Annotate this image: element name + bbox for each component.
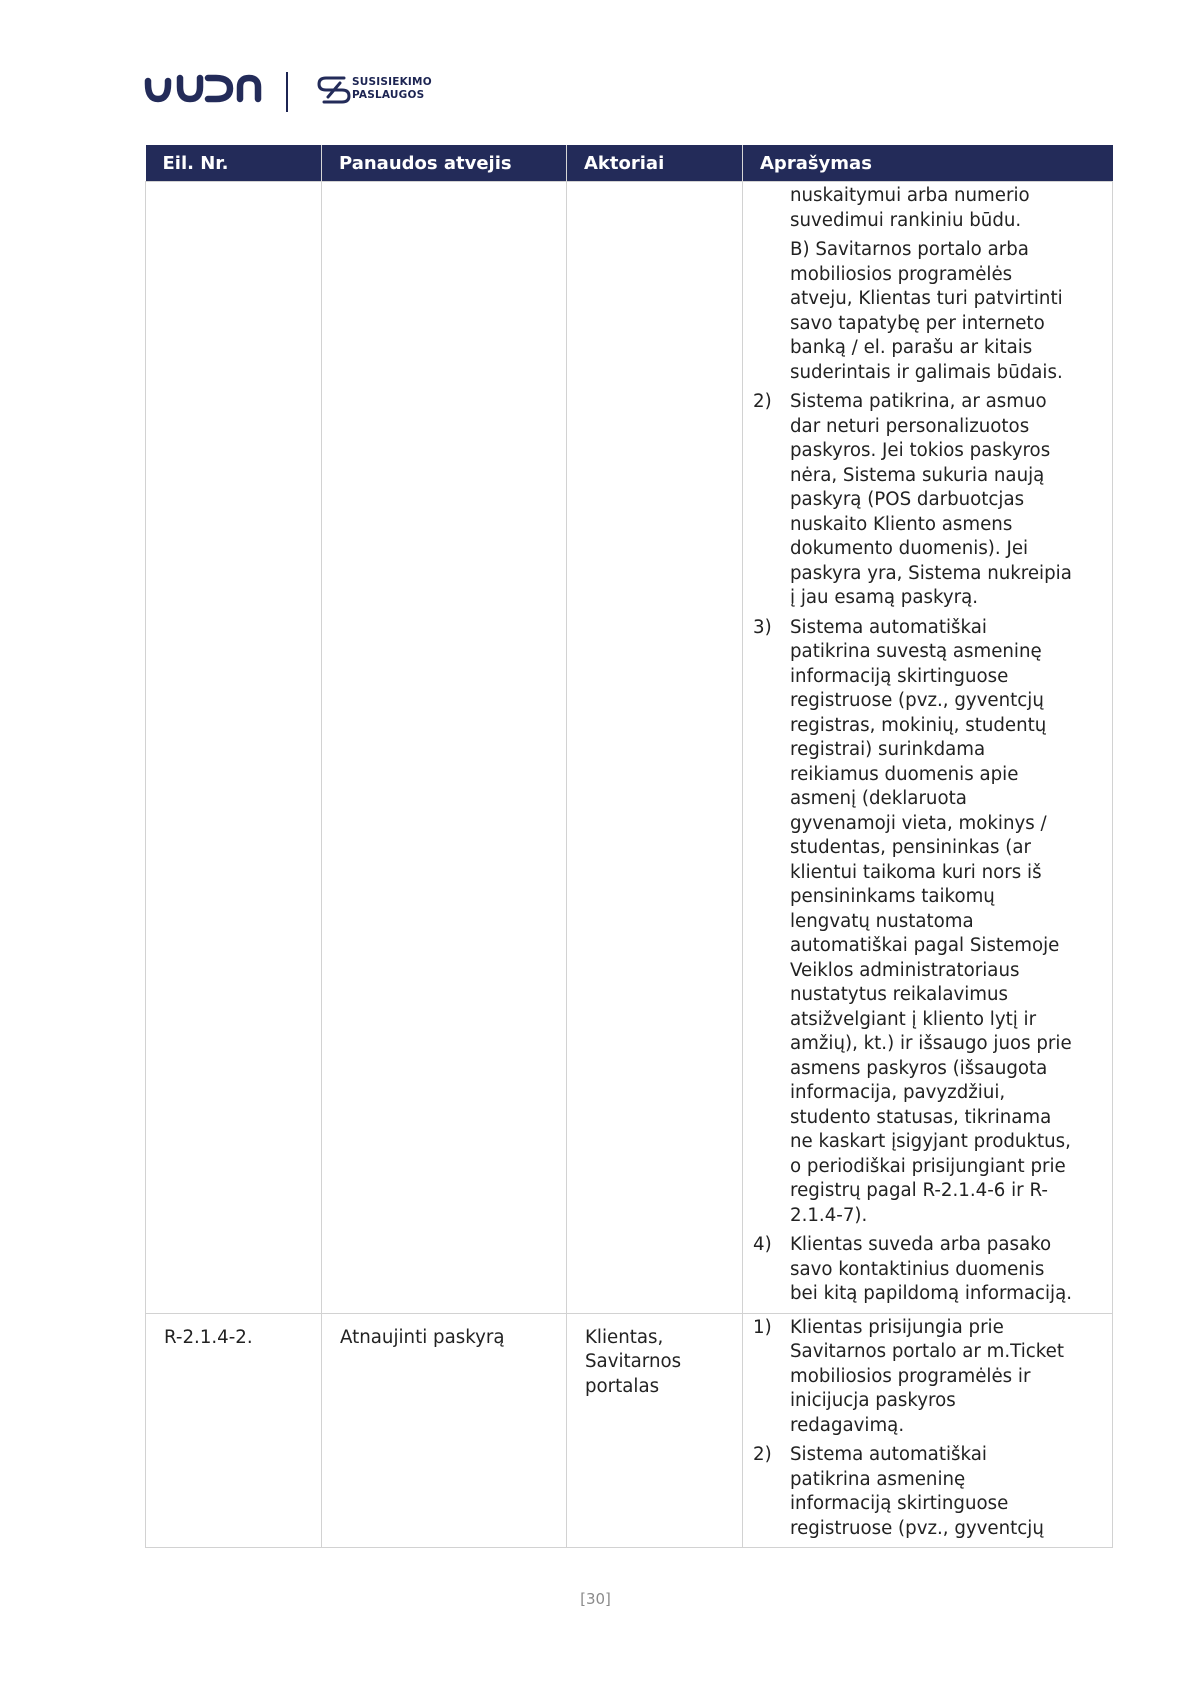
text-line: informaciją skirtinguose bbox=[790, 665, 1009, 687]
text-line: B) Savitarnos portalo arba bbox=[790, 239, 1029, 260]
item-text bbox=[790, 616, 1106, 1229]
text-line: asmenį (deklaruota bbox=[790, 788, 967, 809]
text-line: Savitarnos portalo ar m.Ticket bbox=[790, 1341, 1064, 1362]
row2-id-cell: R-2.1.4-2. bbox=[146, 1313, 322, 1548]
page-header bbox=[144, 64, 564, 112]
text-line: o periodiškai prisijungiant prie bbox=[790, 1155, 1066, 1177]
text-line: pensininkams taikomų bbox=[790, 886, 995, 907]
description-item bbox=[753, 1443, 1106, 1541]
description-item bbox=[753, 1316, 1106, 1439]
text-line: savo kontaktinius duomenis bbox=[790, 1258, 1045, 1280]
text-line: nuskaitymui arba numerio bbox=[790, 185, 1030, 206]
table-header-row bbox=[146, 145, 1113, 182]
text-line: bei kitą papildomą informaciją. bbox=[790, 1283, 1073, 1304]
text-line: suvedimui rankiniu būdu. bbox=[790, 209, 1022, 231]
actor-line: portalas bbox=[585, 1375, 660, 1397]
text-line: savo tapatybę per interneto bbox=[790, 312, 1045, 334]
text-line: studento statusas, tikrinama bbox=[790, 1106, 1052, 1128]
actor-line: Klientas, bbox=[585, 1326, 664, 1348]
text-line: informacija, pavyzdžiui, bbox=[790, 1082, 1006, 1103]
text-line: patikrina suvestą asmeninę bbox=[790, 641, 1042, 662]
column-header-aprasymas: Aprašymas bbox=[743, 145, 1113, 182]
text-line: ne kaskart įsigyjant produktus, bbox=[790, 1131, 1071, 1152]
row1-id-cell bbox=[146, 182, 322, 1314]
use-case-table bbox=[145, 145, 1113, 1548]
description-item bbox=[753, 238, 1106, 385]
text-line: automatiškai pagal Sistemoje bbox=[790, 935, 1060, 956]
text-line: lengvatų nustatoma bbox=[790, 910, 974, 932]
row2-use-case-cell: Atnaujinti paskyrą bbox=[322, 1313, 567, 1548]
partner-line-2: PASLAUGOS bbox=[352, 89, 425, 101]
item-text bbox=[790, 390, 1106, 611]
text-line: asmens paskyros (išsaugota bbox=[790, 1057, 1048, 1079]
description-item bbox=[753, 616, 1106, 1229]
row1-use-case-cell bbox=[322, 182, 567, 1314]
text-line: banką / el. parašu ar kitais bbox=[790, 337, 1033, 358]
text-line: registruose (pvz., gyventcjų bbox=[790, 690, 1044, 711]
row1-description-cell bbox=[743, 182, 1113, 1314]
item-number bbox=[753, 238, 790, 385]
text-line: inicijucja paskyros bbox=[790, 1390, 956, 1411]
item-number: 4) bbox=[753, 1234, 772, 1255]
judu-logo bbox=[144, 72, 264, 106]
susisiekimo-paslaugos-logo-mark bbox=[314, 74, 354, 106]
text-line: studentas, pensininkas (ar bbox=[790, 837, 1031, 858]
item-text bbox=[790, 1443, 1106, 1541]
row1-actors-cell bbox=[567, 182, 743, 1314]
text-line: paskyra yra, Sistema nukreipia bbox=[790, 562, 1072, 584]
text-line: nėra, Sistema sukuria naują bbox=[790, 464, 1045, 486]
item-text bbox=[790, 238, 1106, 385]
text-line: registrų pagal R-2.1.4-6 ir R- bbox=[790, 1180, 1048, 1201]
susisiekimo-paslaugos-text bbox=[352, 76, 432, 102]
item-text bbox=[790, 184, 1106, 233]
text-line: paskyrą (POS darbuotcjas bbox=[790, 489, 1025, 510]
text-line: amžių), kt.) ir išsaugo juos prie bbox=[790, 1033, 1072, 1054]
column-header-eil-nr: Eil. Nr. bbox=[146, 145, 322, 182]
judu-logo-text: JUDU bbox=[145, 82, 148, 83]
text-line: nuskaito Kliento asmens bbox=[790, 513, 1013, 535]
description-item bbox=[753, 1233, 1106, 1307]
text-line: registras, mokinių, studentų bbox=[790, 714, 1047, 736]
item-number: 3) bbox=[753, 616, 772, 638]
item-number: 2) bbox=[753, 1444, 772, 1465]
partner-line-1: SUSISIEKIMO bbox=[352, 76, 432, 88]
text-line: redagavimą. bbox=[790, 1414, 905, 1436]
text-line: registruose (pvz., gyventcjų bbox=[790, 1517, 1044, 1539]
page-number: [30] bbox=[580, 1590, 611, 1608]
text-line: reikiamus duomenis apie bbox=[790, 763, 1019, 785]
item-number: 2) bbox=[753, 391, 772, 412]
text-line: Klientas suveda arba pasako bbox=[790, 1234, 1052, 1255]
text-line: atsižvelgiant į kliento lytį ir bbox=[790, 1008, 1037, 1030]
column-header-aktoriai: Aktoriai bbox=[567, 145, 743, 182]
text-line: mobiliosios programėlės bbox=[790, 263, 1013, 285]
text-line: gyvenamoji vieta, mokinys / bbox=[790, 812, 1047, 834]
text-line: Sistema automatiškai bbox=[790, 1444, 987, 1465]
text-line: paskyros. Jei tokios paskyros bbox=[790, 440, 1051, 461]
text-line: į jau esamą paskyrą. bbox=[790, 587, 979, 608]
text-line: dokumento duomenis). Jei bbox=[790, 538, 1029, 559]
item-number bbox=[753, 184, 790, 233]
text-line: mobiliosios programėlės ir bbox=[790, 1365, 1031, 1387]
text-line: registrai) surinkdama bbox=[790, 739, 986, 760]
text-line: Veiklos administratoriaus bbox=[790, 959, 1020, 981]
row2-description-cell bbox=[743, 1313, 1113, 1548]
header-divider bbox=[286, 72, 288, 112]
actor-line: Savitarnos bbox=[585, 1351, 682, 1372]
text-line: Sistema automatiškai bbox=[790, 616, 987, 638]
text-line: nustatytus reikalavimus bbox=[790, 984, 1009, 1005]
item-text bbox=[790, 1316, 1106, 1439]
row2-actors-cell bbox=[567, 1313, 743, 1548]
column-header-panaudos-atvejis: Panaudos atvejis bbox=[322, 145, 567, 182]
description-item bbox=[753, 184, 1106, 233]
text-line: atveju, Klientas turi patvirtinti bbox=[790, 288, 1063, 309]
table-row bbox=[146, 1313, 1113, 1548]
text-line: patikrina asmeninę bbox=[790, 1468, 966, 1490]
text-line: Klientas prisijungia prie bbox=[790, 1316, 1004, 1338]
item-text bbox=[790, 1233, 1106, 1307]
text-line: 2.1.4-7). bbox=[790, 1204, 868, 1226]
text-line: Sistema patikrina, ar asmuo bbox=[790, 391, 1047, 412]
table-row bbox=[146, 182, 1113, 1314]
description-item bbox=[753, 390, 1106, 611]
text-line: suderintais ir galimais būdais. bbox=[790, 361, 1063, 383]
text-line: dar neturi personalizuotos bbox=[790, 415, 1030, 437]
item-number: 1) bbox=[753, 1316, 772, 1338]
text-line: klientui taikoma kuri nors iš bbox=[790, 861, 1042, 883]
text-line: informaciją skirtinguose bbox=[790, 1493, 1009, 1514]
